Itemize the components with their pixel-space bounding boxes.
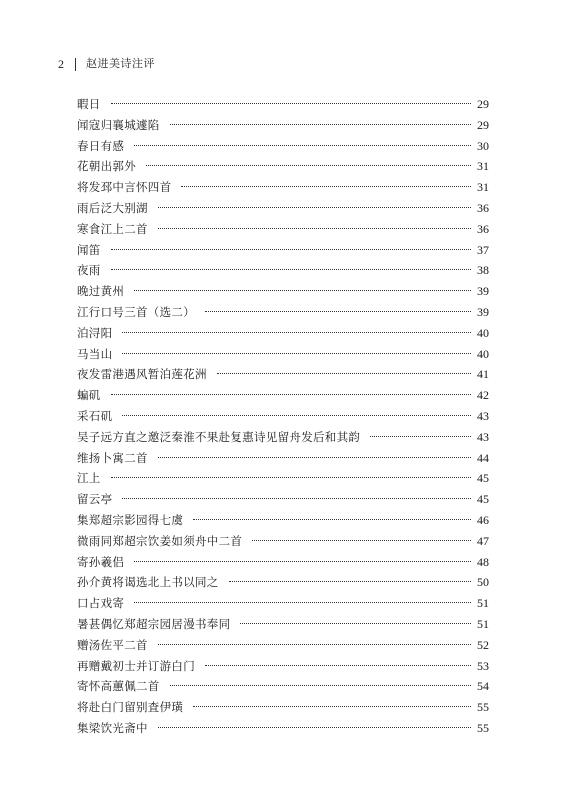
toc-entry-title: 孙介黄将谒选北上书以同之 (77, 575, 219, 590)
toc-entry-title: 集郑超宗影园得七虞 (77, 512, 184, 527)
toc-entry-page-number: 29 (477, 97, 489, 111)
toc-entry-title: 闻寇归襄城遽陷 (77, 117, 160, 132)
dot-leader (134, 561, 471, 562)
toc-entry-page-number: 51 (477, 616, 489, 631)
toc-entry-page-number: 40 (477, 346, 489, 361)
toc-entry[interactable] (77, 260, 489, 281)
toc-entry[interactable] (77, 177, 489, 198)
toc-entry-title: 暇日 (77, 97, 101, 111)
toc-entry[interactable] (77, 344, 489, 365)
dot-leader (240, 623, 471, 624)
toc-entry-title: 暑甚偶忆郑超宗园居漫书奉同 (77, 616, 231, 631)
dot-leader (158, 228, 471, 229)
toc-entry[interactable] (77, 676, 489, 697)
toc-entry[interactable] (77, 427, 489, 448)
toc-entry-page-number: 31 (477, 159, 489, 174)
toc-entry-title: 马当山 (77, 346, 113, 361)
toc-entry-page-number: 43 (477, 408, 489, 423)
dot-leader (134, 602, 471, 603)
toc-entry-title: 寄怀高蕙佩二首 (77, 679, 160, 694)
dot-leader (111, 103, 471, 104)
dot-leader (111, 477, 471, 478)
toc-entry-page-number: 54 (477, 679, 489, 694)
toc-entry-page-number: 37 (477, 242, 489, 257)
dot-leader (111, 269, 471, 270)
dot-leader (205, 311, 471, 312)
toc-entry-title: 江上 (77, 471, 101, 486)
dot-leader (193, 706, 471, 707)
toc-entry[interactable] (77, 468, 489, 489)
toc-entry-page-number: 40 (477, 325, 489, 340)
toc-entry-page-number: 55 (477, 700, 489, 715)
toc-entry[interactable] (77, 302, 489, 323)
toc-entry-title: 将发邳中言怀四首 (77, 180, 172, 195)
dot-leader (134, 290, 471, 291)
toc-entry-title: 晚过黄州 (77, 284, 125, 299)
toc-entry[interactable] (77, 635, 489, 656)
toc-entry-page-number: 55 (477, 720, 489, 735)
toc-entry-page-number: 52 (477, 637, 489, 652)
dot-leader (158, 727, 471, 728)
toc-entry-title: 留云亭 (77, 492, 113, 507)
dot-leader (158, 644, 471, 645)
toc-entry-title: 花朝出郭外 (77, 159, 136, 174)
toc-entry[interactable] (77, 718, 489, 739)
toc-entry[interactable] (77, 448, 489, 469)
toc-entry-page-number: 36 (477, 221, 489, 236)
toc-entry[interactable] (77, 572, 489, 593)
toc-entry-title: 将赴白门留别査伊璜 (77, 700, 184, 715)
toc-entry[interactable] (77, 94, 489, 115)
toc-entry[interactable] (77, 552, 489, 573)
header-divider (75, 58, 76, 71)
toc-entry-title: 江行口号三首（选二） (77, 304, 195, 319)
toc-entry-title: 采石矶 (77, 408, 113, 423)
toc-entry-page-number: 44 (477, 450, 489, 465)
toc-entry[interactable] (77, 656, 489, 677)
toc-entry-page-number: 39 (477, 284, 489, 299)
toc-entry[interactable] (77, 281, 489, 302)
toc-entry-page-number: 53 (477, 658, 489, 673)
toc-entry-page-number: 45 (477, 471, 489, 486)
toc-entry[interactable] (77, 489, 489, 510)
toc-entry-title: 雨后泛大别湖 (77, 200, 148, 215)
toc-entry[interactable] (77, 156, 489, 177)
toc-entry-page-number: 38 (477, 263, 489, 278)
toc-entry[interactable] (77, 510, 489, 531)
dot-leader (170, 124, 471, 125)
dot-leader (205, 665, 471, 666)
toc-entry-title: 闻笛 (77, 242, 101, 257)
toc-entry[interactable] (77, 385, 489, 406)
toc-entry[interactable] (77, 531, 489, 552)
dot-leader (193, 519, 471, 520)
toc-entry-page-number: 29 (477, 117, 489, 132)
dot-leader (181, 186, 471, 187)
toc-entry[interactable] (77, 323, 489, 344)
toc-entry[interactable] (77, 593, 489, 614)
toc-entry-title: 口占戏寄 (77, 596, 125, 611)
toc-entry-page-number: 50 (477, 575, 489, 590)
toc-entry-title: 夜雨 (77, 263, 101, 278)
toc-entry-title: 泊浔阳 (77, 325, 113, 340)
toc-entry-title: 寄孙羲侣 (77, 554, 125, 569)
toc-entry-title: 再赠戴初士并订游白门 (77, 658, 195, 673)
toc-entry-title: 夜发雷港遇风暂泊莲花洲 (77, 367, 207, 382)
toc-entry-page-number: 43 (477, 429, 489, 444)
toc-entry-title: 微雨同郑超宗饮姜如须舟中二首 (77, 533, 243, 548)
toc-entry[interactable] (77, 219, 489, 240)
book-title: 赵进美诗注评 (86, 57, 155, 70)
dot-leader (111, 249, 471, 250)
toc-entry-page-number: 46 (477, 512, 489, 527)
toc-entry[interactable] (77, 240, 489, 261)
page-number: 2 (58, 57, 64, 71)
dot-leader (146, 165, 471, 166)
dot-leader (122, 415, 471, 416)
dot-leader (158, 457, 471, 458)
dot-leader (111, 394, 471, 395)
toc-entry-page-number: 45 (477, 492, 489, 507)
toc-entry-title: 寒食江上二首 (77, 221, 148, 236)
toc-entry-page-number: 31 (477, 180, 489, 195)
toc-entry-page-number: 47 (477, 533, 489, 548)
toc-entry-title: 赠汤佐平二首 (77, 637, 148, 652)
dot-leader (252, 540, 471, 541)
toc-entry[interactable] (77, 115, 489, 136)
toc-entry-page-number: 36 (477, 200, 489, 215)
dot-leader (217, 373, 471, 374)
running-header (58, 57, 155, 71)
dot-leader (170, 685, 471, 686)
dot-leader (122, 498, 471, 499)
toc-entry-page-number: 51 (477, 596, 489, 611)
toc-entry-title: 集梁饮光斋中 (77, 720, 148, 735)
table-of-contents (77, 94, 489, 739)
dot-leader (122, 353, 471, 354)
toc-entry-page-number: 48 (477, 554, 489, 569)
toc-entry-page-number: 42 (477, 388, 489, 403)
dot-leader (134, 145, 471, 146)
toc-entry[interactable] (77, 136, 489, 157)
toc-entry-page-number: 30 (477, 138, 489, 153)
toc-entry-title: 蝙矶 (77, 388, 101, 403)
dot-leader (158, 207, 471, 208)
toc-entry-title: 维扬卜寓二首 (77, 450, 148, 465)
toc-entry[interactable] (77, 614, 489, 635)
toc-entry[interactable] (77, 697, 489, 718)
toc-entry-title: 吴子远方直之邀泛秦淮不果赴复惠诗见留舟发后和其韵 (77, 429, 361, 444)
dot-leader (122, 332, 471, 333)
toc-entry[interactable] (77, 364, 489, 385)
toc-entry[interactable] (77, 406, 489, 427)
toc-entry-page-number: 41 (477, 367, 489, 382)
toc-entry-page-number: 39 (477, 304, 489, 319)
dot-leader (229, 581, 471, 582)
toc-entry[interactable] (77, 198, 489, 219)
toc-entry-title: 春日有感 (77, 138, 125, 153)
dot-leader (370, 436, 471, 437)
